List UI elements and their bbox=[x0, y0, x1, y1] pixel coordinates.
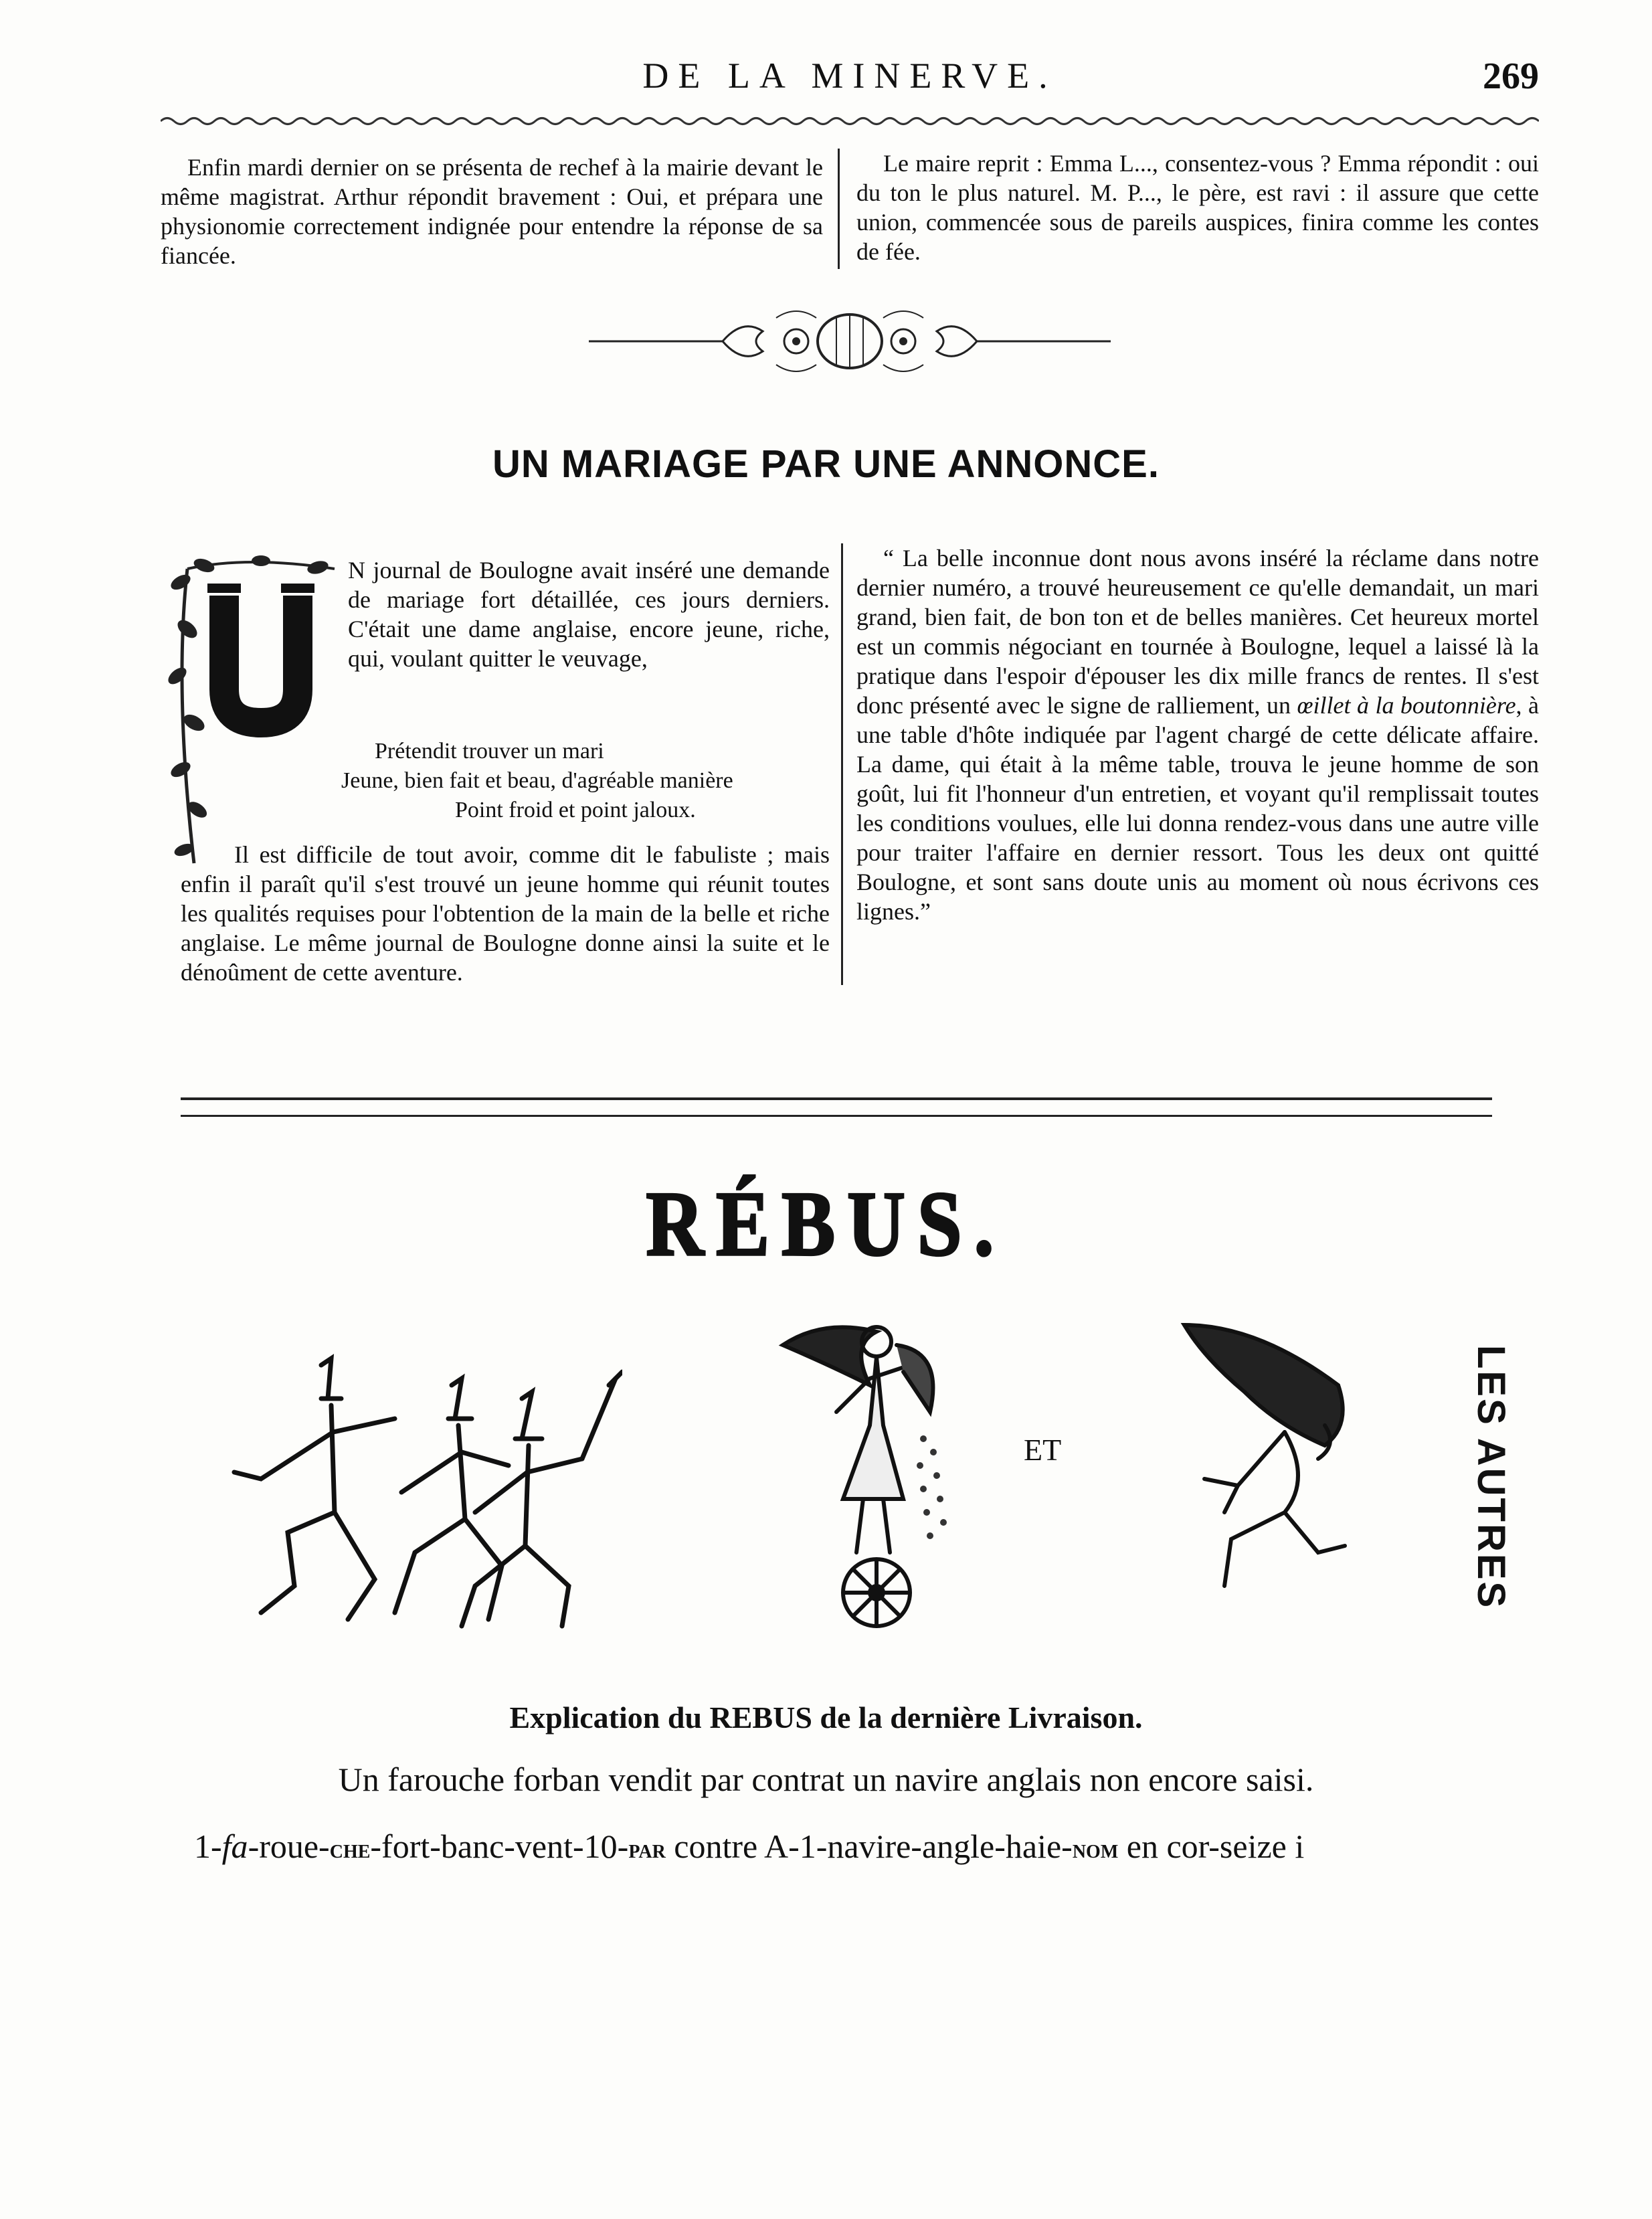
rebus-running-ones-figure bbox=[221, 1332, 622, 1639]
article-right-column bbox=[856, 543, 1539, 926]
rebus-running-head-figure bbox=[1178, 1312, 1392, 1593]
explanation-title: Explication du REBUS de la dernière Livraison. bbox=[509, 1700, 1143, 1735]
syllable-smallcaps: nom bbox=[1072, 1834, 1119, 1864]
rebus-title-text: RÉBUS. bbox=[646, 1172, 1006, 1275]
rebus-fortune-figure bbox=[769, 1305, 970, 1639]
rebus-et-label: ET bbox=[1024, 1433, 1062, 1467]
page-number: 269 bbox=[1483, 56, 1539, 97]
syllable-smallcaps: par bbox=[628, 1834, 666, 1864]
page-header bbox=[161, 55, 1539, 102]
top-column-rule bbox=[838, 149, 840, 269]
article-left-column bbox=[348, 555, 830, 673]
rebus-vertical-label-text: LES AUTRES bbox=[1469, 1345, 1513, 1610]
verse-line: Prétendit trouver un mari bbox=[375, 739, 604, 764]
article-verse-block bbox=[181, 719, 830, 987]
explanation-sentence: Un farouche forban vendit par contrat un navire anglais non encore saisi. bbox=[338, 1761, 1314, 1798]
verse-line: Jeune, bien fait et beau, d'agréable manière bbox=[341, 768, 733, 793]
article-right-text-a: “ La belle inconnue dont nous avons inséré la réclame dans notre dernier numéro, a trouvé heureusement ce qu'elle demandait, un mari grand, bien fait, de bon ton et de belles manières. Cet heureux mortel est un commis négociant en tournée à Boulogne, lequel a laissé là la pratique dans l'espoir d'épouser les dix mille francs de rentes. Il s'est donc présenté avec le signe de ralliement, un bbox=[856, 545, 1539, 719]
syllable-text: 1- bbox=[194, 1828, 222, 1865]
article-right-emphasis: œillet à la boutonnière bbox=[1297, 692, 1516, 719]
article-title: UN MARIAGE PAR UNE ANNONCE. bbox=[492, 442, 1160, 486]
verse bbox=[181, 737, 830, 825]
syllable-text: contre A-1-navire-angle-haie- bbox=[665, 1828, 1073, 1865]
top-left-column bbox=[161, 153, 823, 270]
article-column-rule bbox=[841, 543, 843, 985]
syllable-text: en cor-seize i bbox=[1118, 1828, 1305, 1865]
ornament-separator bbox=[582, 298, 1117, 385]
header-wavy-rule bbox=[161, 112, 1539, 130]
syllable-text: -roue- bbox=[248, 1828, 330, 1865]
article-right-text-b: , à une table d'hôte indiquée par l'agent chargé de cette délicate affaire. La dame, qui était à la même table, trouva le jeune homme de son goût, lui fit l'honneur d'un entretien, et voyant qu'il remplissait toutes les conditions voulues, elle lui donna rendez-vous dans une autre ville pour traiter l'affaire en dernier ressort. Tous les deux ont quitté Boulogne, et sont sans doute unis au moment où nous écrivons ces lignes.” bbox=[856, 692, 1539, 925]
running-title: DE LA MINERVE. bbox=[642, 56, 1057, 96]
syllable-italic: fa bbox=[221, 1828, 248, 1865]
syllable-text: -fort-banc-vent-10- bbox=[370, 1828, 629, 1865]
top-right-paragraph: Le maire reprit : Emma L..., consentez-vous ? Emma répondit : oui du ton le plus naturel. M. P..., le père, est ravi : il assure que cette union, commencée sous de pareils auspices, finira comme les contes de fée. bbox=[856, 150, 1539, 265]
verse-line: Point froid et point jaloux. bbox=[455, 798, 696, 822]
article-left-intro: N journal de Boulogne avait inséré une demande de mariage fort détaillée, ces jours derniers. C'était une dame anglaise, encore jeune, riche, qui, voulant quitter le veuvage, bbox=[348, 557, 830, 672]
rebus-title bbox=[0, 1172, 1652, 1275]
article-right-paragraph bbox=[856, 543, 1539, 926]
top-left-paragraph: Enfin mardi dernier on se présenta de rechef à la mairie devant le même magistrat. Arthur répondit bravement : Oui, et prépara une physionomie correctement indignée pour entendre la réponse de sa fiancée. bbox=[161, 154, 823, 269]
explanation-syllables bbox=[194, 1827, 1304, 1866]
syllable-smallcaps: che bbox=[329, 1834, 371, 1864]
rebus-vertical-label bbox=[1465, 1345, 1519, 1610]
section-double-rule bbox=[181, 1097, 1492, 1117]
article-left-paragraph: Il est difficile de tout avoir, comme dit le fabuliste ; mais enfin il paraît qu'il s'est trouvé un jeune homme qui réunit toutes les qualités requises pour l'obtention de la main de la belle et riche anglaise. Le même journal de Boulogne donne ainsi la suite et le dénoûment de cette aventure. bbox=[181, 841, 830, 986]
top-right-column bbox=[856, 149, 1539, 266]
